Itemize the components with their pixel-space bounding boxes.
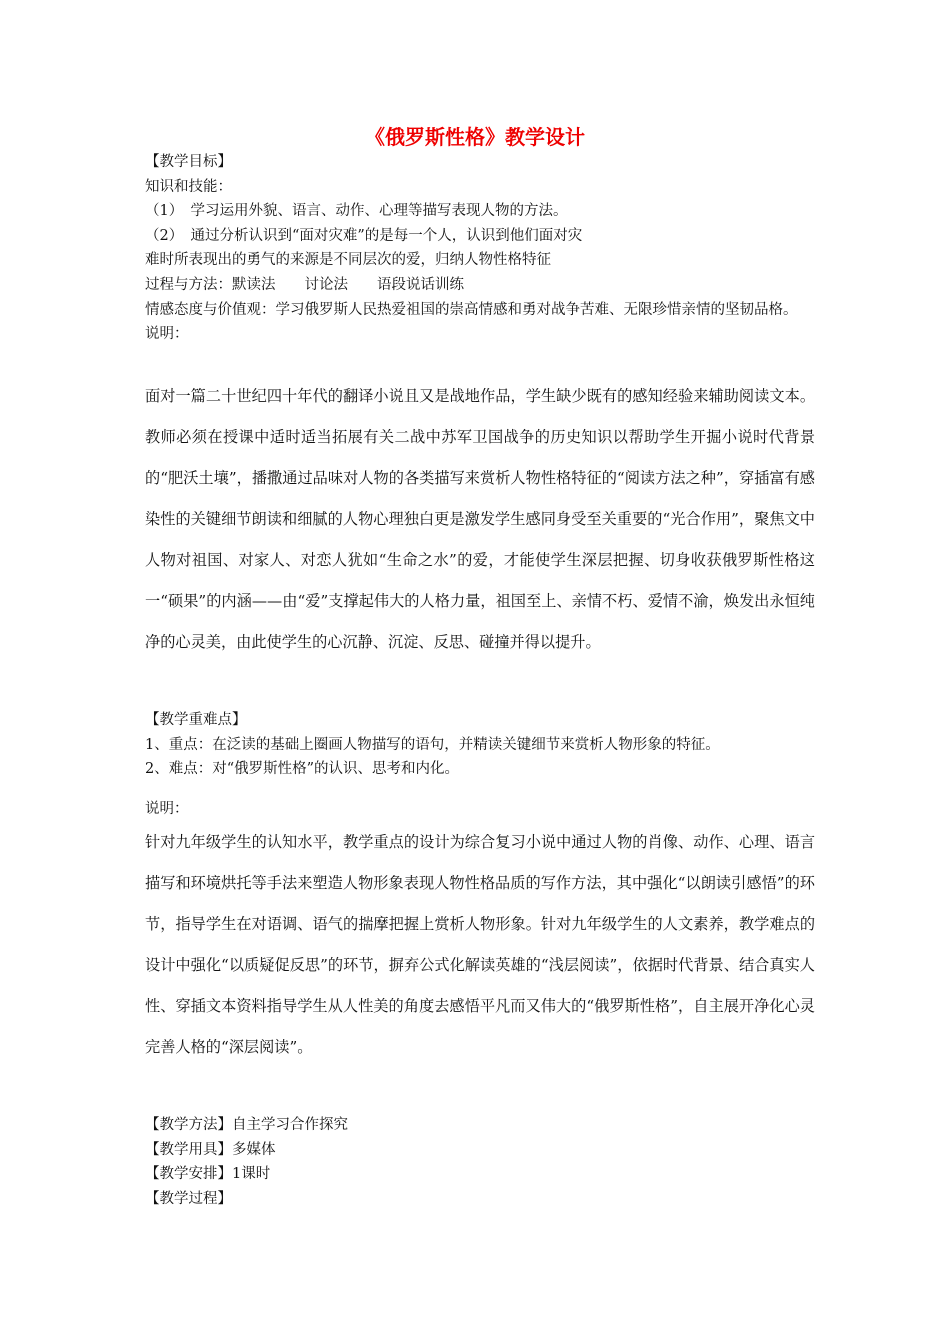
explanation-text-1: 面对一篇二十世纪四十年代的翻译小说且又是战地作品，学生缺少既有的感知经验来辅助阅读文本。教师必须在授课中适时适当拓展有关二战中苏军卫国战争的历史知识以帮助学生开掘小说时代背景的“肥沃土壤”，播撒通过品味对人物的各类描写来赏析人物性格特征的“阅读方法之种”，穿插富有感染性的关键细节朗读和细腻的人物心理独白更是激发学生感同身受至关重要的“光合作用”，聚焦文中人物对祖国、对家人、对恋人犹如“生命之水”的爱，才能使学生深层把握、切身收获俄罗斯性格这一“硕果”的内涵——由“爱”支撑起伟大的人格力量，祖国至上、亲情不朽、爱情不渝，焕发出永恒纯净的心灵美，由此使学生的心沉静、沉淀、反思、碰撞并得以提升。 <box>145 387 815 651</box>
document-title: 《俄罗斯性格》教学设计 <box>365 125 585 149</box>
key-point: 1、重点：在泛读的基础上圈画人物描写的语句，并精读关键细节来赏析人物形象的特征。 <box>145 736 720 753</box>
emotion-values: 情感态度与价值观：学习俄罗斯人民热爱祖国的崇高情感和勇对战争苦难、无限珍惜亲情的坚韧品格。 <box>145 301 798 318</box>
objective-item-2-line-1: （2） 通过分析认识到“面对灾难”的是每一个人，认识到他们面对灾 <box>145 227 583 244</box>
objectives-section <box>145 150 815 347</box>
objective-item-2-line-2: 难时所表现出的勇气的来源是不同层次的爱，归纳人物性格特征 <box>145 252 551 269</box>
note-section-2 <box>145 797 815 822</box>
note-label-1: 说明： <box>145 326 189 343</box>
difficult-point: 2、难点：对“俄罗斯性格”的认识、思考和内化。 <box>145 761 460 778</box>
footer-section <box>145 1113 815 1211</box>
key-points-heading: 【教学重难点】 <box>145 712 247 728</box>
explanation-paragraph-2 <box>145 822 815 1068</box>
teaching-schedule: 【教学安排】1课时 <box>145 1166 271 1183</box>
key-points-section <box>145 708 815 782</box>
objectives-heading: 【教学目标】 <box>145 154 232 170</box>
objective-item-1: （1） 学习运用外貌、语言、动作、心理等描写表现人物的方法。 <box>145 203 568 220</box>
teaching-tools: 【教学用具】多媒体 <box>145 1141 276 1158</box>
teaching-process-heading: 【教学过程】 <box>145 1190 232 1207</box>
teaching-method: 【教学方法】自主学习合作探究 <box>145 1117 348 1133</box>
explanation-text-2: 针对九年级学生的认知水平，教学重点的设计为综合复习小说中通过人物的肖像、动作、心理、语言描写和环境烘托等手法来塑造人物形象表现人物性格品质的写作方法，其中强化“以朗读引感悟”的环节，指导学生在对语调、语气的揣摩把握上赏析人物形象。针对九年级学生的人文素养，教学难点的设计中强化“以质疑促反思”的环节，摒弃公式化解读英雄的“浅层阅读”，依据时代背景、结合真实人性、穿插文本资料指导学生从人性美的角度去感悟平凡而又伟大的“俄罗斯性格”，自主展开净化心灵完善人格的“深层阅读”。 <box>145 833 815 1056</box>
note-label-2: 说明： <box>145 801 189 817</box>
knowledge-label: 知识和技能： <box>145 178 232 195</box>
explanation-paragraph-1 <box>145 376 815 663</box>
process-methods: 过程与方法：默读法 讨论法 语段说话训练 <box>145 276 464 293</box>
